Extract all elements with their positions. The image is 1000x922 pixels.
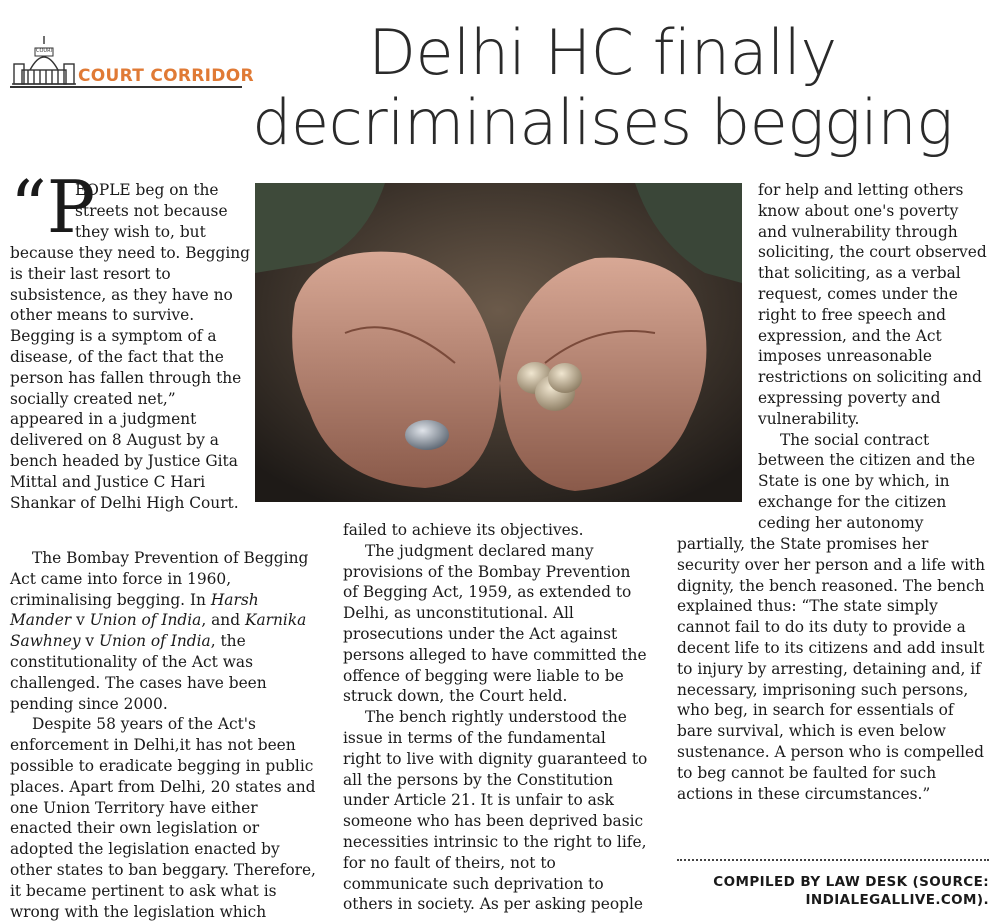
column-3 bbox=[677, 534, 987, 804]
column-1 bbox=[10, 548, 322, 922]
paragraph-judgment: The judgment declared many provisions of the Bombay Prevention of Begging Act, 1959, as extended to Delhi, as unconstitutional. All prosecutions under the Act against persons alleged to have committed the offence of begging were liable to be struck down, the Court held. bbox=[343, 541, 647, 706]
headline: Delhi HC finally decriminalises begging bbox=[252, 16, 953, 159]
divider bbox=[677, 859, 989, 861]
cupped-hands-photo bbox=[255, 183, 742, 502]
paragraph-objectives: failed to achieve its objectives. bbox=[343, 521, 584, 539]
paragraph-article-21: The bench rightly understood the issue in terms of the fundamental right to live with dignity guaranteed to all the persons by the Constitution under Article 21. It is unfair to ask someone who has been deprived basic necessities intrinsic to the right to life, for no fault of theirs, not to communicate such deprivation to others in society. As per asking people bbox=[343, 708, 648, 914]
credit-line: COMPILED BY LAW DESK (SOURCE: INDIALEGALLIVE.COM). bbox=[713, 874, 989, 908]
paragraph-soliciting: for help and letting others know about one's poverty and vulnerability through soliciting, the court observed that soliciting, as a verbal request, comes under the right to free speech and expression, and the Act imposes unreasonable restrictions on soliciting and expressing poverty and vulnerability. bbox=[758, 181, 987, 428]
drop-cap: “P bbox=[10, 165, 96, 249]
lead-paragraph-continued: because they need to. Begging is their last resort to subsistence, as they have no other means to survive. Begging is a symptom of a disease, of the fact that the person has fallen through the socially created net,” appeared in a judgment delivered on 8 August by a bench headed by Justice Gita Mittal and Justice C Hari Shankar of Delhi High Court. bbox=[10, 244, 251, 512]
paragraph-social-contract-start: The social contract between the citizen and the State is one by which, in exchange for the citizen ceding her autonomy bbox=[758, 430, 976, 532]
court-label: COURT bbox=[36, 48, 54, 54]
section-label: COURT CORRIDOR bbox=[78, 66, 254, 86]
section-rule bbox=[10, 86, 242, 88]
lead-paragraph-start: EOPLE beg on the streets not because they wish to, but bbox=[75, 181, 228, 241]
paragraph-enforcement: Despite 58 years of the Act's enforcement in Delhi,it has not been possible to eradicate begging in public places. Apart from Delhi, 20 states and one Union Territory have either enacted their own legislation or adopted the legislation enacted by other states to ban beggary. Therefore, it became pertinent to ask what is wrong with the legislation which bbox=[10, 715, 316, 921]
paragraph-social-contract: partially, the State promises her security over her person and a life with dignity, the bench reasoned. The bench explained thus: “The state simply cannot fail to do its duty to provide a decent life to its citizens and add insult to injury by arresting, detaining and, if necessary, imprisoning such persons, who beg, in search for essentials of bare survival, which is even below sustenance. A person who is compelled to beg cannot be faulted for such actions in these circumstances.” bbox=[677, 535, 986, 803]
column-2 bbox=[343, 520, 648, 915]
hands-coins-icon bbox=[255, 183, 742, 502]
column-3-top bbox=[758, 180, 990, 534]
paragraph-bombay-act: The Bombay Prevention of Begging Act came into force in 1960, criminalising begging. In Harsh Mander v Union of India, and Karnika Sawhney v Union of India, the constitutionality of the Act was challenged. The cases have been pending since 2000. bbox=[10, 549, 309, 713]
